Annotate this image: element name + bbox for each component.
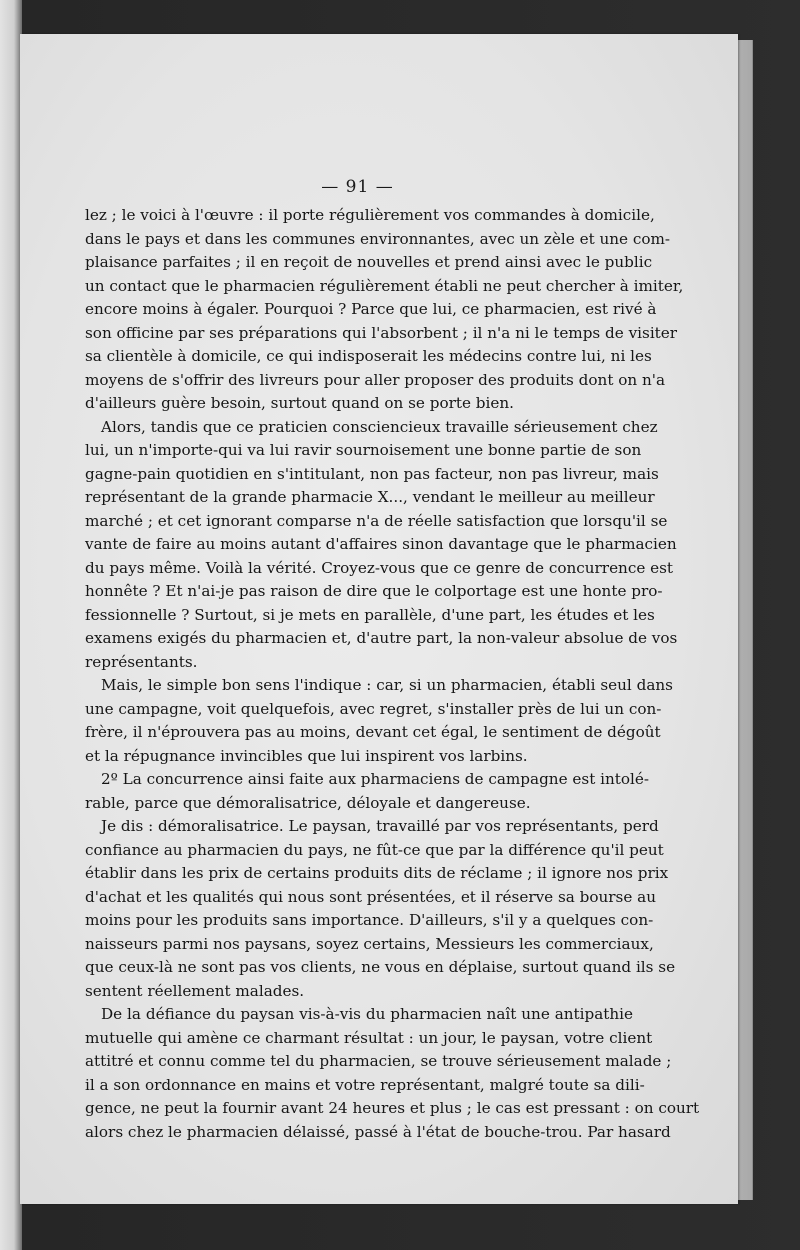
left-page-edge xyxy=(0,0,22,1250)
text-line: Mais, le simple bon sens l'indique : car, si un pharmacien, établi seul dans xyxy=(101,676,673,694)
text-line: mutuelle qui amène ce charmant résultat : un jour, le paysan, votre client xyxy=(85,1028,653,1047)
text-line: fessionnelle ? Surtout, si je mets en parallèle, d'une part, les études et les xyxy=(85,605,655,624)
text-line: que ceux-là ne sont pas vos clients, ne vous en déplaise, surtout quand ils se xyxy=(85,958,676,976)
text-line: rable, parce que démoralisatrice, déloyale et dangereuse. xyxy=(85,793,531,812)
text-line: lez ; le voici à l'œuvre : il porte régulièrement vos commandes à domicile, xyxy=(85,206,655,224)
text-line: examens exigés du pharmacien et, d'autre part, la non-valeur absolue de vos xyxy=(85,629,678,647)
page-number: — 91 — xyxy=(321,177,394,197)
text-line: un contact que le pharmacien régulièrement établi ne peut chercher à imiter, xyxy=(85,276,684,295)
text-line: frère, il n'éprouvera pas au moins, devant cet égal, le sentiment de dégoût xyxy=(85,723,661,741)
text-line: dans le pays et dans les communes environnantes, avec un zèle et une com- xyxy=(85,229,671,248)
text-line: naisseurs parmi nos paysans, soyez certains, Messieurs les commerciaux, xyxy=(85,934,654,953)
book-page xyxy=(20,34,738,1204)
text-line: il a son ordonnance en mains et votre représentant, malgré toute sa dili- xyxy=(85,1075,645,1094)
text-line: lui, un n'importe-qui va lui ravir sournoisement une bonne partie de son xyxy=(85,441,642,459)
text-line: gagne-pain quotidien en s'intitulant, non pas facteur, non pas livreur, mais xyxy=(85,464,659,483)
text-line: honnête ? Et n'ai-je pas raison de dire que le colportage est une honte pro- xyxy=(85,582,663,600)
paragraph xyxy=(85,674,673,768)
paragraph xyxy=(85,204,684,416)
text-line: marché ; et cet ignorant comparse n'a de réelle satisfaction que lorsqu'il se xyxy=(85,511,668,530)
paragraph xyxy=(85,815,676,1003)
body-text xyxy=(85,204,700,1144)
text-line: représentant de la grande pharmacie X..., vendant le meilleur au meilleur xyxy=(85,488,655,506)
paragraph xyxy=(85,416,678,675)
text-line: établir dans les prix de certains produits dits de réclame ; il ignore nos prix xyxy=(85,864,669,882)
text-line: De la défiance du paysan vis-à-vis du pharmacien naît une antipathie xyxy=(101,1005,633,1023)
text-line: d'ailleurs guère besoin, surtout quand on se porte bien. xyxy=(85,394,514,412)
text-line: et la répugnance invincibles que lui inspirent vos larbins. xyxy=(85,746,528,765)
text-line: sa clientèle à domicile, ce qui indisposerait les médecins contre lui, ni les xyxy=(85,347,652,365)
text-line: 2º La concurrence ainsi faite aux pharmaciens de campagne est intolé- xyxy=(101,770,649,788)
text-line: sentent réellement malades. xyxy=(85,981,305,1000)
text-line: attitré et connu comme tel du pharmacien, se trouve sérieusement malade ; xyxy=(85,1052,672,1070)
text-line: d'achat et les qualités qui nous sont présentées, et il réserve sa bourse au xyxy=(85,887,656,906)
paragraph xyxy=(85,1003,700,1144)
text-line: représentants. xyxy=(85,652,198,671)
text-line: moins pour les produits sans importance. D'ailleurs, s'il y a quelques con- xyxy=(85,911,654,929)
text-line: vante de faire au moins autant d'affaires sinon davantage que le pharmacien xyxy=(85,535,677,553)
text-line: plaisance parfaites ; il en reçoit de nouvelles et prend ainsi avec le public xyxy=(85,253,653,271)
text-line: moyens de s'offrir des livreurs pour aller proposer des produits dont on n'a xyxy=(85,370,666,389)
paragraph xyxy=(85,768,649,815)
text-line: du pays même. Voilà la vérité. Croyez-vous que ce genre de concurrence est xyxy=(85,558,674,577)
text-line: gence, ne peut la fournir avant 24 heures et plus ; le cas est pressant : on court xyxy=(85,1099,700,1117)
text-line: Alors, tandis que ce praticien consciencieux travaille sérieusement chez xyxy=(101,417,658,436)
text-line: son officine par ses préparations qui l'absorbent ; il n'a ni le temps de visiter xyxy=(85,323,678,342)
text-line: Je dis : démoralisatrice. Le paysan, travaillé par vos représentants, perd xyxy=(101,817,659,835)
text-line: une campagne, voit quelquefois, avec regret, s'installer près de lui un con- xyxy=(85,699,662,718)
text-line: encore moins à égaler. Pourquoi ? Parce que lui, ce pharmacien, est rivé à xyxy=(85,300,657,318)
text-line: confiance au pharmacien du pays, ne fût-ce que par la différence qu'il peut xyxy=(85,840,664,859)
text-line: alors chez le pharmacien délaissé, passé à l'état de bouche-trou. Par hasard xyxy=(85,1122,671,1141)
